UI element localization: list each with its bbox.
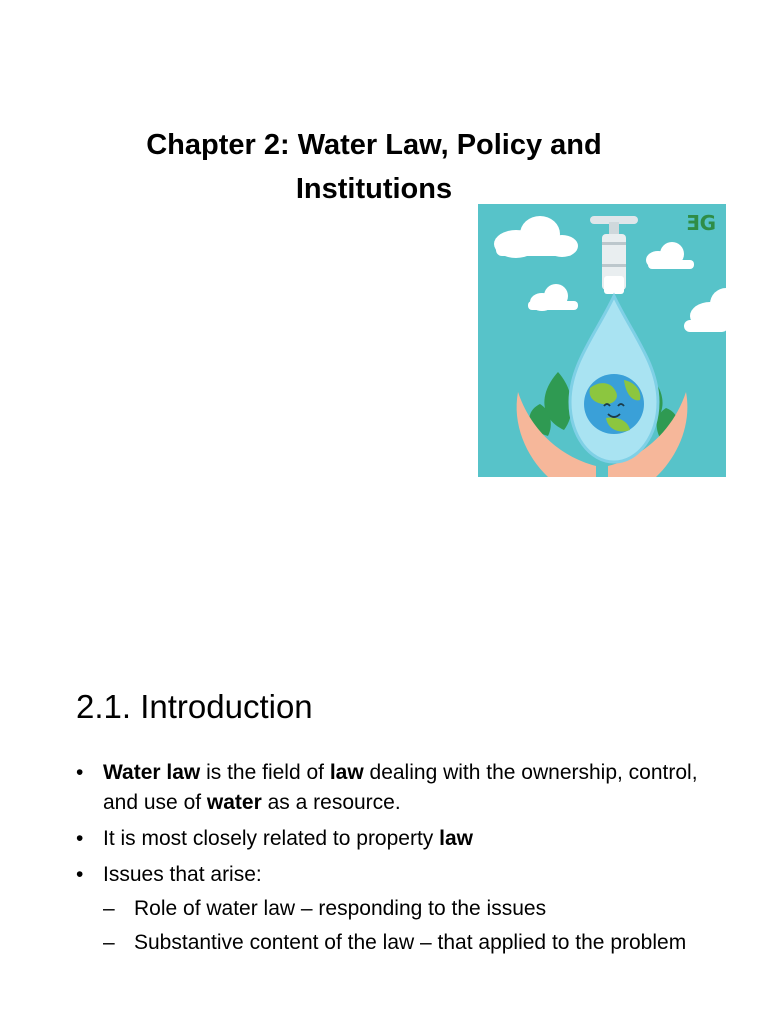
sub-list-item: – Role of water law – responding to the issues (103, 894, 716, 924)
list-item (76, 860, 716, 958)
bullet-text: as a resource. (261, 791, 401, 814)
water-drop-earth-illustration (478, 204, 726, 477)
bullet-text: is the field of (200, 761, 330, 784)
brand-logo: ƎG (686, 211, 717, 235)
chapter-title (0, 123, 748, 211)
bullet-text: dealing with the ownership, control, and use of (103, 761, 698, 814)
sub-list-item: – Substantive content of the law – that applied to the problem (103, 928, 716, 958)
sub-bullet-list (103, 894, 716, 958)
earth-icon (584, 374, 644, 434)
section-title: 2.1. Introduction (76, 688, 313, 726)
bullet-text: Issues that arise: (103, 863, 262, 886)
chapter-title-line-2: Institutions (295, 173, 453, 206)
chapter-title-line-1: Chapter 2: Water Law, Policy and (146, 129, 602, 162)
list-item (76, 824, 716, 854)
bullet-list (76, 758, 716, 964)
bold-term: water (206, 791, 262, 814)
bold-term: Water law (103, 761, 201, 784)
bullet-text: It is most closely related to property (103, 827, 440, 850)
list-item (76, 758, 716, 818)
slide-introduction (0, 512, 768, 1024)
bold-term: law (329, 761, 364, 784)
bold-term: law (439, 827, 473, 850)
